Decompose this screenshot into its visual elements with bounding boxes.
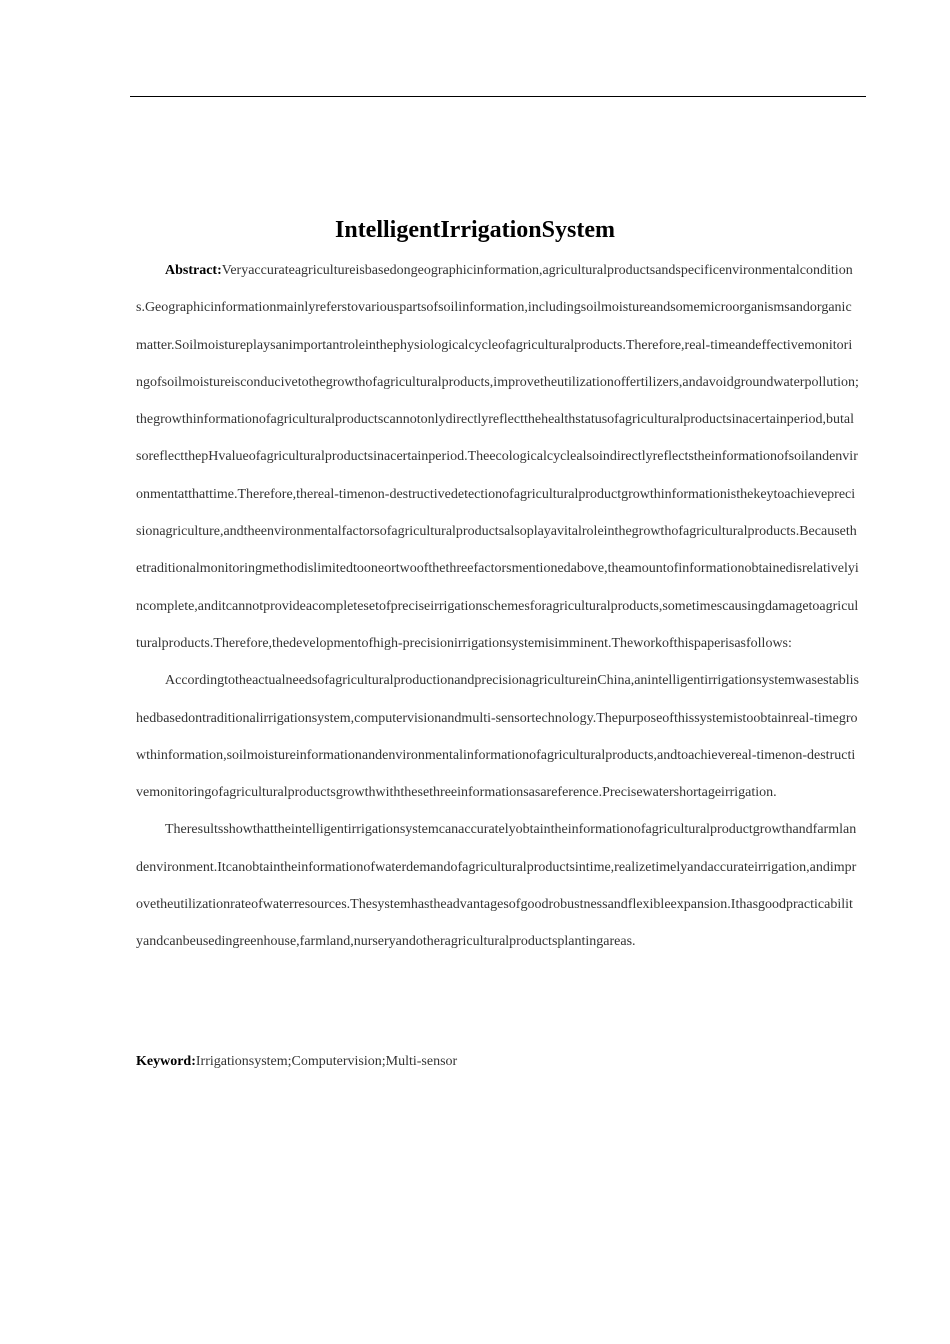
keywords-value: Irrigationsystem;Computervision;Multi-sensor — [195, 1054, 458, 1069]
abstract-paragraph-2: AccordingtotheactualneedsofagriculturalproductionandprecisionagricultureinChina,anintelligentirrigationsystemwasestablishedbasedontraditionalirrigationsystem,computervisionandmulti-sensortechnology.Thepurposeofthissystemistoobtainreal-timegrowthinformation,soilmoistureinformationandenvironmentalinformationofagriculturalproducts,andtoachievereal-timenon-destructivemonitoringofagriculturalproductsgrowthwiththesethreeinformationsasareference.Precisewatershortageirrigation. — [136, 673, 859, 801]
keywords-section — [136, 1050, 859, 1074]
keywords-label: Keyword: — [136, 1054, 196, 1069]
header-rule — [130, 96, 866, 97]
abstract-paragraph-3: Theresultsshowthattheintelligentirrigationsystemcanaccuratelyobtaintheinformationofagriculturalproductgrowthandfarmlandenvironment.Itcanobtaintheinformationofwaterdemandofagriculturalproductsintime,realizetimelyandaccurateirrigation,andimprovetheutilizationrateofwaterresources.Thesystemhastheadvantagesofgoodrobustnessandflexibleexpansion.Ithasgoodpracticabilityandcanbeusedingreenhouse,farmland,nurseryandotheragriculturalproductsplantingareas. — [136, 822, 857, 950]
abstract-paragraph-1 — [136, 252, 859, 662]
document-title: IntelligentIrrigationSystem — [335, 217, 615, 244]
abstract-section — [136, 252, 859, 961]
abstract-label: Abstract: — [165, 263, 222, 278]
abstract-paragraph-1-text: Veryaccurateagricultureisbasedongeographicinformation,agriculturalproductsandspecificenvironmentalconditions.Geographicinformationmainlyreferstovariouspartsofsoilinformation,includingsoilmoistureandsomemicroorganismsandorganicmatter.Soilmoistureplaysanimportantroleinthephysiologicalcycleofagriculturalproducts.Therefore,real-timeandeffectivemonitoringofsoilmoistureisconducivetothegrowthofagriculturalproducts,improvetheutilizationoffertilizers,andavoidgroundwaterpollution;thegrowthinformationofagriculturalproductscannotonlydirectlyreflectthehealthstatusofagriculturalproductsinacertainperiod,butalsoreflectthepHvalueofagriculturalproductsinacertainperiod.Theecologicalcyclealsoindirectlyreflectstheinformationofsoilandenvironmentatthattime.Therefore,thereal-timenon-destructivedetectionofagriculturalproductgrowthinformationisthekeytoachieveprecisionagriculture,andtheenvironmentalfactorsofagriculturalproductsalsoplayavitalroleinthegrowthofagriculturalproducts.Becausethetraditionalmonitoringmethodislimitedtooneortwoofthethreefactorsmentionedabove,theamountofinformationobtainedisrelativelyincomplete,anditcannotprovideacompletesetofpreciseirrigationschemesforagriculturalproducts,sometimescausingdamagetoagriculturalproducts.Therefore,thedevelopmentofhigh-precisionirrigationsystemisimminent.Theworkofthispaperisasfollows: — [136, 263, 859, 651]
